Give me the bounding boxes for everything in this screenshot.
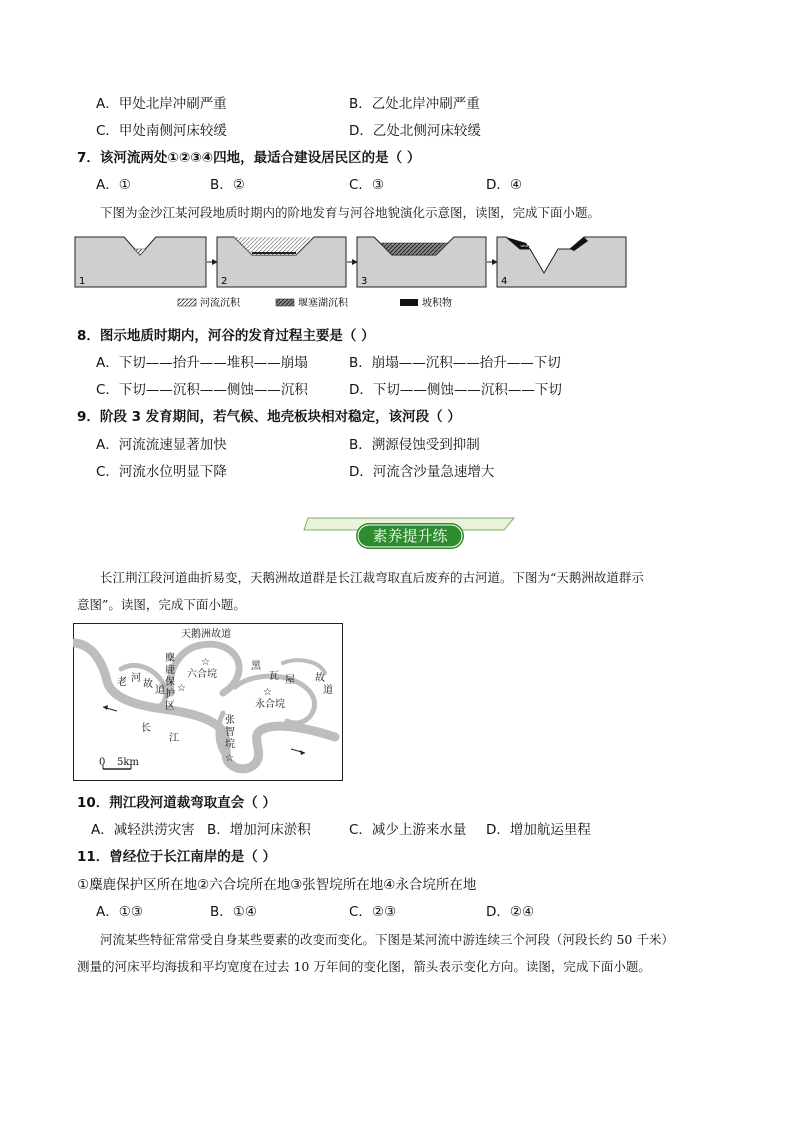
stage-4-panel: [497, 237, 626, 287]
svg-text:鹿: 鹿: [165, 665, 175, 676]
q8-option-a[interactable]: A．下切——抬升——堆积——崩塌: [96, 355, 308, 371]
legend-lake-label: 堰塞湖沉积: [298, 298, 348, 309]
q11-option-b[interactable]: B．①④: [210, 904, 257, 920]
svg-text:张: 张: [225, 715, 235, 726]
q9-option-d[interactable]: D．河流含沙量急速增大: [349, 464, 495, 480]
svg-text:黑: 黑: [251, 661, 261, 672]
svg-text:屋: 屋: [285, 675, 295, 686]
q7-option-a[interactable]: A．①: [96, 177, 131, 193]
svg-text:瓦: 瓦: [269, 671, 279, 682]
svg-text:故: 故: [143, 679, 153, 690]
svg-text:江: 江: [169, 733, 179, 744]
legend-lake-swatch: [276, 299, 294, 306]
yonghe-star: ☆: [263, 687, 272, 698]
q11-stem: 11．曾经位于长江南岸的是（ ）: [77, 849, 276, 865]
q11-option-c[interactable]: C．②③: [349, 904, 397, 920]
valley-evolution-figure: [74, 233, 634, 313]
svg-text:5km: 5km: [117, 757, 139, 768]
legend-slope-label: 坡积物: [422, 298, 452, 309]
q6-option-d[interactable]: D．乙处北侧河床较缓: [349, 123, 481, 139]
q7-stem: 7．该河流两处①②③④四地，最适合建设居民区的是（ ）: [77, 150, 421, 166]
q6-option-c[interactable]: C．甲处南侧河床较缓: [96, 123, 227, 139]
q8-option-b[interactable]: B．崩塌——沉积——抬升——下切: [349, 355, 561, 371]
tianezhou-map: [73, 623, 343, 781]
q10-option-c[interactable]: C．减少上游来水量: [349, 822, 467, 838]
intro-text-3-line1: 河流某些特征常常受自身某些要素的改变而变化。下图是某河流中游连续三个河段（河段长约 50 千米）: [100, 932, 674, 947]
q7-option-b[interactable]: B．②: [210, 177, 245, 193]
svg-text:故: 故: [315, 673, 325, 684]
intro-text-2-line1: 长江荆江段河道曲折易变，天鹅洲故道群是长江裁弯取直后废弃的古河道。下图为“天鹅洲故道群示: [100, 570, 644, 585]
q7-option-c[interactable]: C．③: [349, 177, 385, 193]
stage-4-label: 4: [501, 276, 508, 287]
q10-option-d[interactable]: D．增加航运里程: [486, 822, 591, 838]
q6-option-a[interactable]: A．甲处北岸冲刷严重: [96, 96, 227, 112]
q10-stem: 10．荆江段河道裁弯取直会（ ）: [77, 795, 276, 811]
legend-slope-swatch: [400, 299, 418, 306]
yonghe-label: 永合垸: [255, 699, 285, 710]
intro-text-2-line2: 意图”。读图，完成下面小题。: [77, 597, 246, 612]
svg-text:0: 0: [99, 757, 106, 768]
q9-stem: 9．阶段 3 发育期间，若气候、地壳板块相对稳定，该河段（ ）: [77, 409, 461, 425]
stage-3-panel: [357, 237, 486, 287]
q11-option-a[interactable]: A．①③: [96, 904, 143, 920]
q8-option-c[interactable]: C．下切——沉积——侧蚀——沉积: [96, 382, 308, 398]
q10-option-b[interactable]: B．增加河床淤积: [207, 822, 311, 838]
reserve-star: ☆: [177, 683, 186, 694]
q9-option-a[interactable]: A．河流流速显著加快: [96, 437, 227, 453]
q7-option-d[interactable]: D．④: [486, 177, 522, 193]
liuhe-label: 六合垸: [187, 669, 217, 680]
map-title: 天鹅洲故道: [181, 629, 231, 640]
svg-text:护: 护: [165, 689, 175, 700]
intro-text-3-line2: 测量的河床平均海拔和平均宽度在过去 10 万年间的变化图，箭头表示变化方向。读图，完成下面小题。: [77, 959, 651, 974]
q10-option-a[interactable]: A．减轻洪涝灾害: [91, 822, 195, 838]
q11-items: ①麋鹿保护区所在地②六合垸所在地③张智垸所在地④永合垸所在地: [77, 877, 477, 893]
svg-text:长: 长: [141, 723, 151, 734]
q9-option-c[interactable]: C．河流水位明显下降: [96, 464, 227, 480]
q6-option-b[interactable]: B．乙处北岸冲刷严重: [349, 96, 480, 112]
q8-stem: 8．图示地质时期内，河谷的发育过程主要是（ ）: [77, 328, 375, 344]
q9-option-b[interactable]: B．溯源侵蚀受到抑制: [349, 437, 480, 453]
svg-text:智: 智: [225, 727, 235, 738]
svg-text:道: 道: [323, 685, 333, 696]
svg-text:河: 河: [131, 673, 141, 684]
q8-option-d[interactable]: D．下切——侧蚀——沉积——下切: [349, 382, 562, 398]
liuhe-star: ☆: [201, 657, 210, 668]
svg-text:保: 保: [165, 677, 175, 688]
section-banner: [300, 514, 520, 554]
section-title: 素养提升练: [372, 527, 448, 545]
stage-3-label: 3: [361, 276, 368, 287]
svg-text:麋: 麋: [165, 653, 175, 664]
zhangzhi-star: ☆: [225, 753, 234, 764]
stage-2-panel: [217, 237, 346, 287]
legend-river-label: 河流沉积: [200, 298, 240, 309]
stage-1-label: 1: [79, 276, 86, 287]
svg-text:垸: 垸: [225, 739, 235, 750]
stage-1-panel: [75, 237, 206, 287]
svg-text:道: 道: [155, 685, 165, 696]
scale-bar: [99, 757, 139, 769]
svg-text:区: 区: [165, 701, 175, 712]
stage-2-label: 2: [221, 276, 228, 287]
intro-text-1: 下图为金沙江某河段地质时期内的阶地发育与河谷地貌演化示意图，读图，完成下面小题。: [100, 205, 601, 220]
q11-option-d[interactable]: D．②④: [486, 904, 535, 920]
svg-text:老: 老: [117, 677, 127, 688]
legend-river-swatch: [178, 299, 196, 306]
